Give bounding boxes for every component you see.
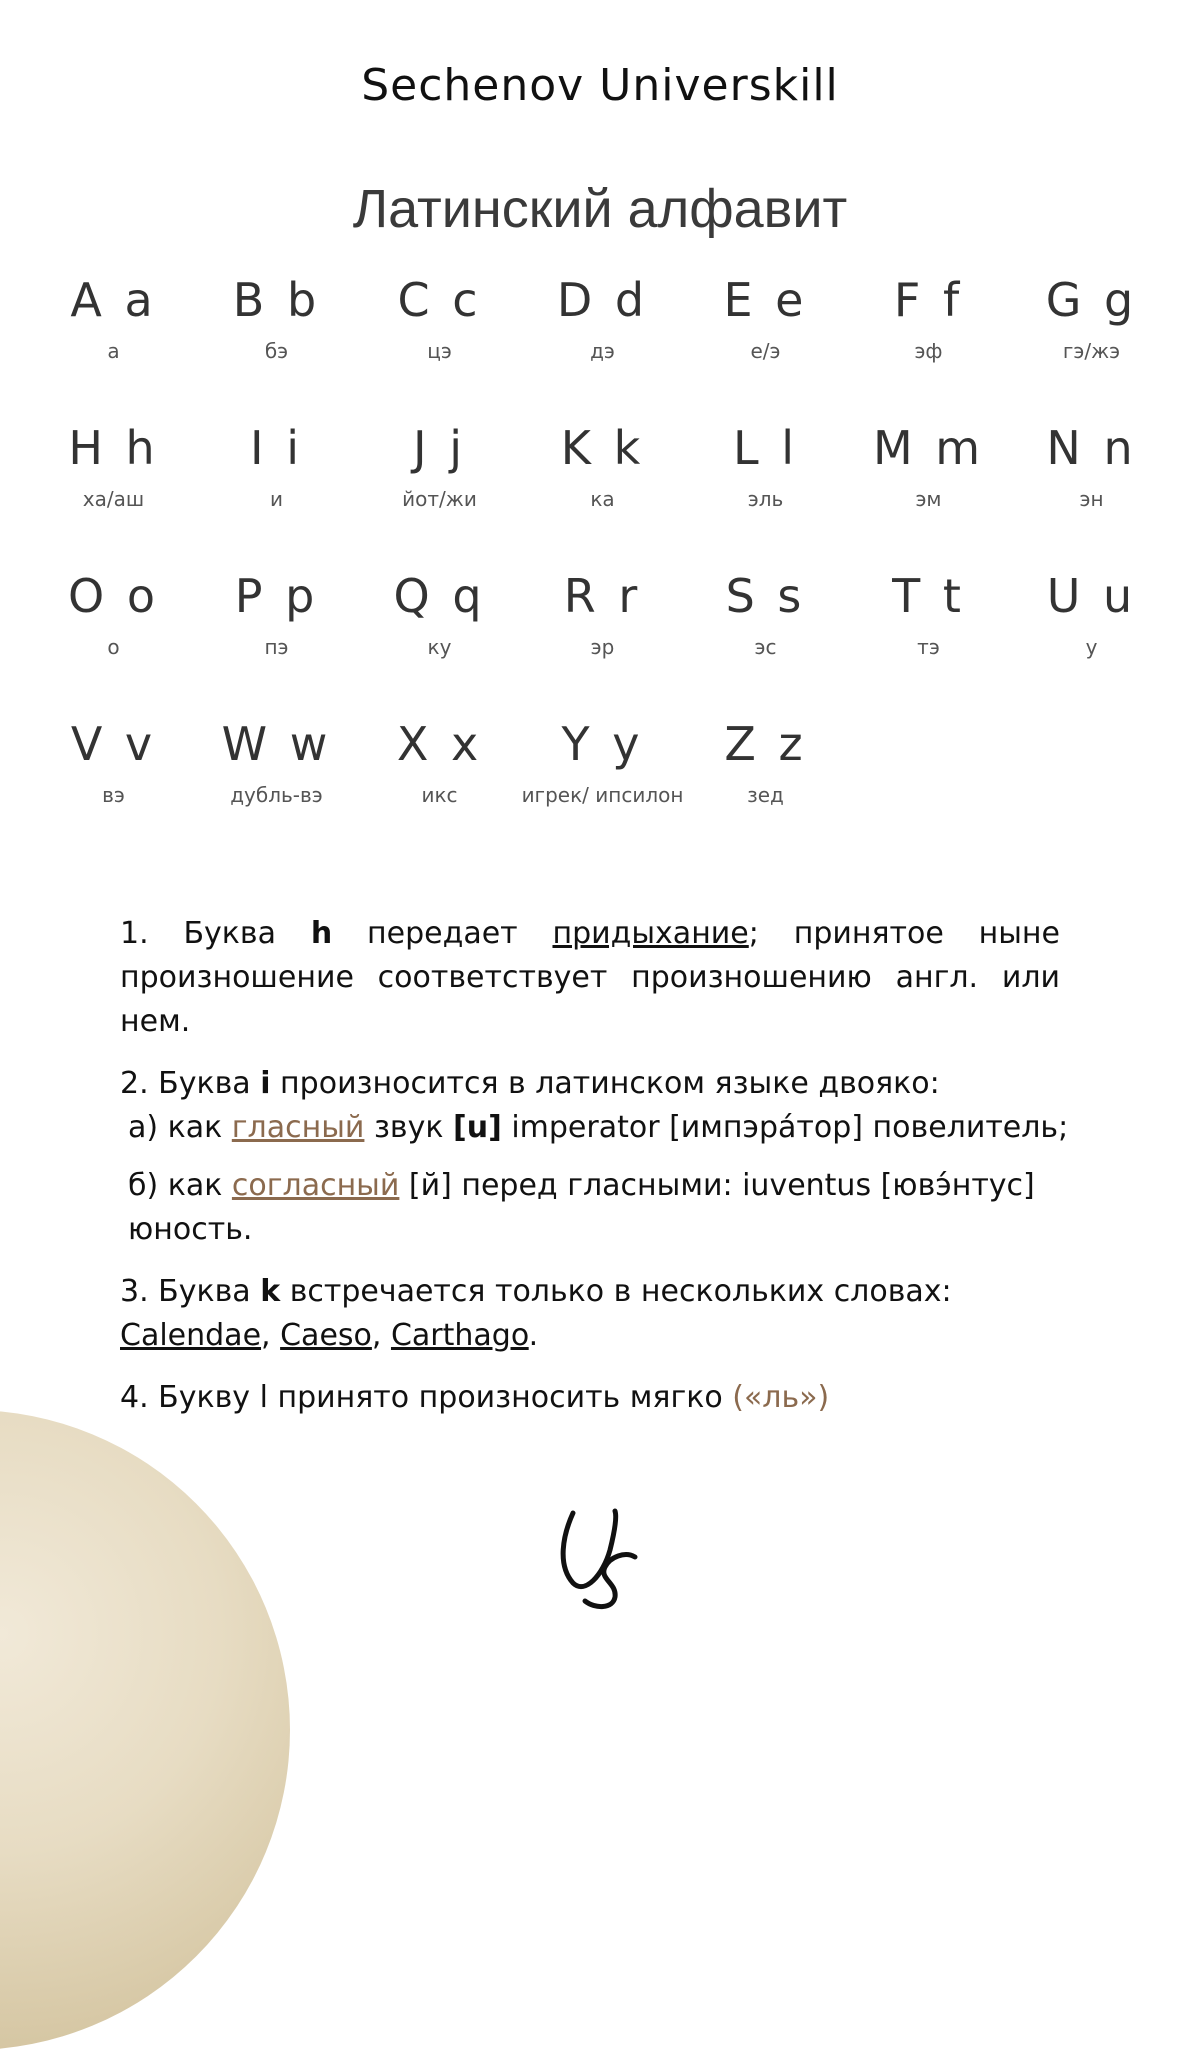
latin-letter: C c <box>397 273 482 327</box>
letter-cell <box>684 566 847 714</box>
letter-cell <box>1010 566 1173 714</box>
note-2a-prefix: а) как <box>128 1110 232 1145</box>
letter-cell <box>32 566 195 714</box>
note-2-rest: произносится в латинском языке двояко: <box>270 1066 940 1101</box>
letter-cell <box>847 566 1010 714</box>
letter-pronunciation: тэ <box>917 635 940 659</box>
letter-cell <box>1010 418 1173 566</box>
letter-pronunciation: эн <box>1079 487 1104 511</box>
latin-letter: U u <box>1046 569 1137 623</box>
note-2a-rest: imperator [импэра́тор] повелитель; <box>501 1110 1069 1145</box>
latin-letter: J j <box>413 421 466 475</box>
letter-cell <box>684 270 847 418</box>
universkill-logo-icon <box>555 1505 645 1615</box>
latin-letter: E e <box>723 273 808 327</box>
word-calendae-link[interactable]: Calendae <box>120 1318 262 1353</box>
letter-pronunciation: эр <box>590 635 615 659</box>
letter-pronunciation: игрек/ ипсилон <box>521 783 684 807</box>
consonant-link[interactable]: согласный <box>231 1168 400 1203</box>
note-3-end: . <box>528 1318 539 1353</box>
letter-pronunciation: ха/аш <box>82 487 145 511</box>
latin-letter: A a <box>70 273 157 327</box>
letter-pronunciation: у <box>1085 635 1098 659</box>
note-1-rest: ; принятое ныне произношение соответствует произношению англ. или нем. <box>120 916 1061 1039</box>
letter-cell <box>32 270 195 418</box>
latin-letter: F f <box>893 273 964 327</box>
note-1-letter: h <box>310 916 333 951</box>
letter-pronunciation: эль <box>747 487 784 511</box>
letter-cell <box>358 270 521 418</box>
letter-cell <box>358 418 521 566</box>
note-2b-prefix: б) как <box>128 1168 232 1203</box>
note-3-sep2: , <box>371 1318 391 1353</box>
note-3-prefix: 3. Буква <box>120 1274 261 1309</box>
letter-cell <box>1010 270 1173 418</box>
letter-cell <box>195 418 358 566</box>
note-2-prefix: 2. Буква <box>120 1066 261 1101</box>
latin-letter: N n <box>1046 421 1137 475</box>
letter-cell <box>195 566 358 714</box>
note-1-prefix: 1. Буква <box>120 916 311 951</box>
note-2a-mid: звук <box>364 1110 454 1145</box>
letter-cell <box>847 418 1010 566</box>
letter-pronunciation: эс <box>754 635 777 659</box>
latin-letter: L l <box>732 421 799 475</box>
latin-letter: G g <box>1045 273 1138 327</box>
word-carthago-link[interactable]: Carthago <box>390 1318 529 1353</box>
letter-cell <box>32 714 195 862</box>
latin-letter: K k <box>560 421 645 475</box>
latin-letter: P p <box>234 569 319 623</box>
note-4-prefix: 4. Букву <box>120 1380 260 1415</box>
note-2 <box>120 1062 1069 1150</box>
latin-letter: Q q <box>393 569 486 623</box>
latin-letter: T t <box>892 569 965 623</box>
note-2b <box>120 1164 1060 1252</box>
letter-cell <box>521 714 684 862</box>
latin-letter: D d <box>556 273 649 327</box>
letter-pronunciation: вэ <box>102 783 125 807</box>
note-2a-sound: [u] <box>453 1110 502 1145</box>
letter-pronunciation: бэ <box>264 339 289 363</box>
corner-decoration <box>0 1410 290 2050</box>
letter-cell <box>684 418 847 566</box>
letter-cell <box>847 270 1010 418</box>
letter-pronunciation: гэ/жэ <box>1062 339 1121 363</box>
letter-pronunciation: дэ <box>590 339 615 363</box>
note-2-letter: i <box>260 1066 271 1101</box>
note-3-sep1: , <box>261 1318 281 1353</box>
note-1-mid: передает <box>332 916 553 951</box>
latin-letter: Z z <box>724 717 807 771</box>
letter-pronunciation: цэ <box>427 339 452 363</box>
latin-letter: H h <box>68 421 159 475</box>
letter-cell <box>521 566 684 714</box>
letter-cell <box>358 566 521 714</box>
alphabet-grid <box>32 270 1172 862</box>
latin-letter: Y y <box>561 717 644 771</box>
latin-letter: V v <box>70 717 157 771</box>
letter-pronunciation: а <box>107 339 120 363</box>
letter-pronunciation: о <box>107 635 120 659</box>
notes-section <box>120 912 1069 1438</box>
letter-cell <box>32 418 195 566</box>
letter-cell <box>521 270 684 418</box>
letter-pronunciation: эф <box>914 339 943 363</box>
word-caeso-link[interactable]: Caeso <box>280 1318 372 1353</box>
letter-cell <box>684 714 847 862</box>
latin-letter: S s <box>725 569 806 623</box>
letter-cell <box>195 270 358 418</box>
note-1 <box>120 912 1060 1044</box>
note-3-rest: встречается только в нескольких словах: <box>280 1274 952 1309</box>
letter-pronunciation: эм <box>915 487 942 511</box>
letter-pronunciation: икс <box>421 783 458 807</box>
aspiration-link[interactable]: придыхание <box>552 916 749 951</box>
note-4-rest: принято произносить мягко <box>267 1380 733 1415</box>
letter-pronunciation: зед <box>747 783 784 807</box>
note-3-letter: k <box>260 1274 281 1309</box>
letter-pronunciation: е/э <box>750 339 781 363</box>
letter-pronunciation: ку <box>427 635 452 659</box>
letter-cell <box>358 714 521 862</box>
note-2b-rest: [й] перед гласными: iuventus [ювэ́нтус] юность. <box>128 1168 1035 1247</box>
letter-pronunciation: пэ <box>264 635 289 659</box>
letter-pronunciation: ка <box>590 487 615 511</box>
note-4-letter: l <box>259 1380 268 1415</box>
letter-pronunciation: йот/жи <box>402 487 477 511</box>
note-4-highlight: («ль») <box>732 1380 830 1415</box>
latin-letter: X x <box>396 717 483 771</box>
note-4 <box>120 1376 1060 1420</box>
latin-letter: R r <box>563 569 642 623</box>
letter-cell <box>521 418 684 566</box>
latin-letter: I i <box>250 421 303 475</box>
vowel-link[interactable]: гласный <box>231 1110 365 1145</box>
alphabet-title: Латинский алфавит <box>352 179 848 239</box>
letter-cell <box>195 714 358 862</box>
latin-letter: B b <box>232 273 321 327</box>
latin-letter: W w <box>221 717 332 771</box>
note-3 <box>120 1270 1060 1358</box>
latin-letter: O o <box>68 569 159 623</box>
note-2a <box>128 1110 1068 1145</box>
brand-title: Sechenov Universkill <box>361 60 839 111</box>
letter-pronunciation: дубль-вэ <box>230 783 323 807</box>
letter-pronunciation: и <box>270 487 283 511</box>
latin-letter: M m <box>872 421 985 475</box>
